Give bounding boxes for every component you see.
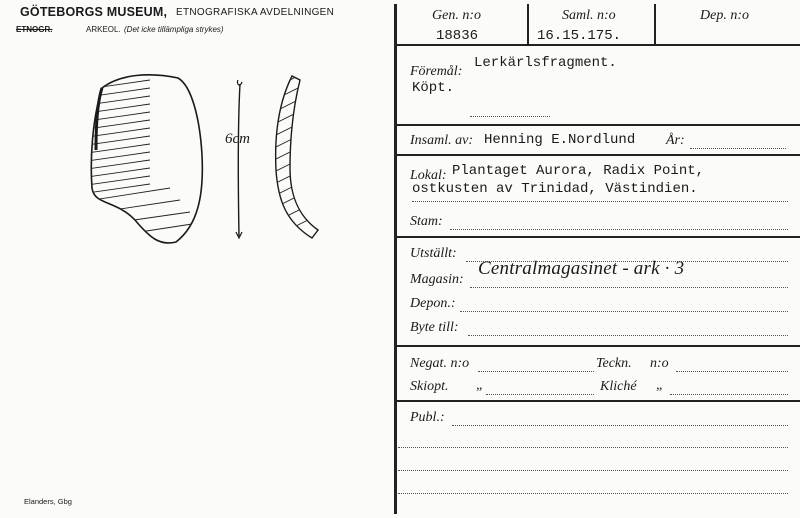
teckn-label: Teckn. [596,356,632,371]
foremal-value-2: Köpt. [412,80,455,96]
section-rule-4 [396,345,800,347]
card-divider [394,4,397,514]
skiopt-label: Skiopt. [410,379,449,394]
depon-label: Depon.: [410,296,456,311]
gen-label: Gen. n:o [432,8,481,23]
dep-label: Dep. n:o [700,8,749,23]
kliche-label: Kliché [600,379,637,394]
skiopt-mark: „ [476,378,484,393]
insaml-label: Insaml. av: [410,133,473,148]
section-rule-2 [396,154,800,156]
gen-value: 18836 [436,28,479,44]
header-underline [396,44,800,46]
section-rule-5 [396,400,800,402]
lokal-value-1: Plantaget Aurora, Radix Point, [452,163,705,179]
kliche-mark: „ [656,378,664,393]
utstallt-label: Utställt: [410,246,457,261]
magasin-label: Magasin: [410,272,464,287]
category-arkeol: ARKEOL. [86,25,121,34]
lokal-value-2: ostkusten av Trinidad, Västindien. [412,181,698,197]
publ-label: Publ.: [410,410,445,425]
foremal-label: Föremål: [410,64,463,79]
section-rule-3 [396,236,800,238]
category-etnogr: ETNOGR. [16,25,53,34]
stam-label: Stam: [410,214,443,229]
museum-name: GÖTEBORGS MUSEUM, [20,5,168,19]
measure-line [236,80,242,238]
header-sep-2 [654,4,656,44]
museum-department: ETNOGRAFISKA AVDELNINGEN [176,7,335,18]
byte-label: Byte till: [410,320,459,335]
lokal-label: Lokal: [410,168,447,183]
insaml-value: Henning E.Nordlund [484,132,636,148]
printer-mark: Elanders, Gbg [24,497,72,506]
magasin-value: Centralmagasinet - ark · 3 [478,258,685,279]
saml-label: Saml. n:o [562,8,616,23]
strike-note: (Det icke tillämpliga strykes) [124,25,224,34]
foremal-value-1: Lerkärlsfragment. [474,55,617,71]
ar-label: År: [666,133,685,148]
saml-value: 16.15.175. [537,28,622,44]
measure-label: 6cm [225,131,250,147]
profile-section [270,70,330,238]
sherd-outline [80,75,202,243]
teckn-no: n:o [650,356,669,371]
negat-label: Negat. n:o [410,356,470,371]
header-sep-1 [527,4,529,44]
section-rule-1 [396,124,800,126]
sherd-sketch [80,60,340,320]
